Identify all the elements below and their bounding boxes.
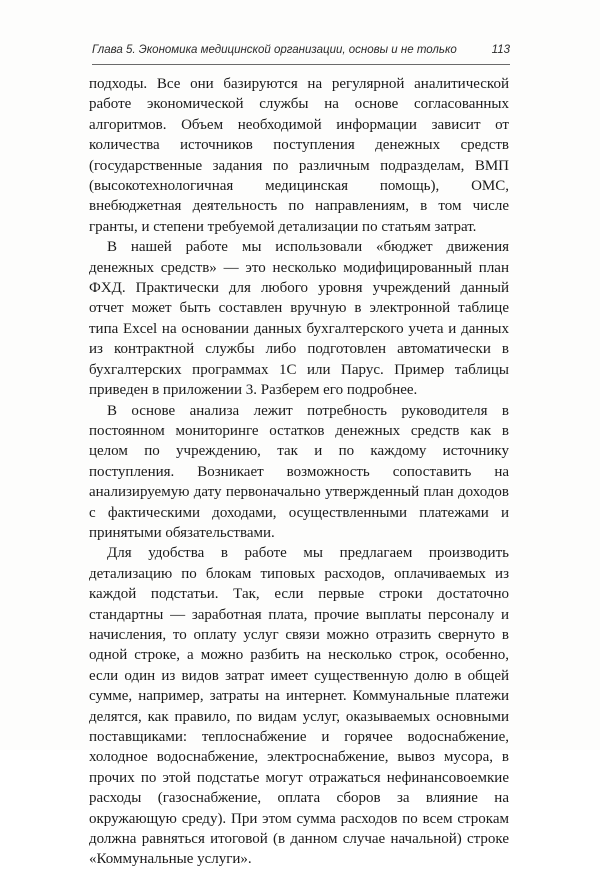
paragraph: В нашей работе мы использовали «бюджет движения денежных средств» — это несколько модифицированный план ФХД. Практически для любого уровня учреждений данный отчет может быть составлен вручную в электронной таблице типа Excel на основании данных бухгалтерского учета и данных из контрактной службы либо подготовлен автоматически в бухгалтерских программах 1С или Парус. Пример таблицы приведен в приложении 3. Разберем его подробнее. — [89, 239, 509, 399]
paragraph: В основе анализа лежит потребность руководителя в постоянном мониторинге остатков денежных средств как в целом по учреждению, так и по каждому источнику поступления. Возникает возможность сопоставить на анализируемую дату первоначально утвержденный план доходов с фактическими доходами, осуществленными платежами и принятыми обязательствами. — [89, 402, 509, 541]
page-number: 113 — [491, 44, 510, 56]
paragraph: подходы. Все они базируются на регулярной аналитической работе экономической службы на основе согласованных алгоритмов. Объем необходимой информации зависит от количества источников поступления денежных средств (государственные задания по различным подразделам, ВМП (высокотехнологичная медицинская помощь), ОМС, внебюджетная деятельность по направлениям, в том числе гранты, и степени требуемой детализации по статьям затрат. — [89, 76, 509, 235]
header-rule — [92, 64, 510, 65]
body-text — [89, 74, 509, 870]
chapter-title: Глава 5. Экономика медицинской организации, основы и не только — [92, 44, 457, 56]
paragraph: Для удобства в работе мы предлагаем производить детализацию по блокам типовых расходов, оплачиваемых из каждой подстатьи. Так, если первые строки достаточно стандартны — заработная плата, прочие выплаты персоналу и начисления, то оплату услуг связи можно отразить свернуто в одной строке, а можно разбить на несколько строк, особенно, если один из видов затрат имеет существенную долю в общей сумме, например, затраты на интернет. Коммунальные платежи делятся, как правило, по видам услуг, оказываемых основными поставщиками: теплоснабжение и горячее водоснабжение, холодное водоснабжение, электроснабжение, вывоз мусора, в прочих по этой подстатье могут отражаться нефинансовоемкие расходы (газоснабжение, оплата сборов за влияние на окружающую среду). При этом сумма расходов по всем строкам должна равняться итоговой (в данном случае начальной) строке «Коммунальные услуги». — [89, 545, 509, 868]
running-header — [92, 44, 510, 60]
